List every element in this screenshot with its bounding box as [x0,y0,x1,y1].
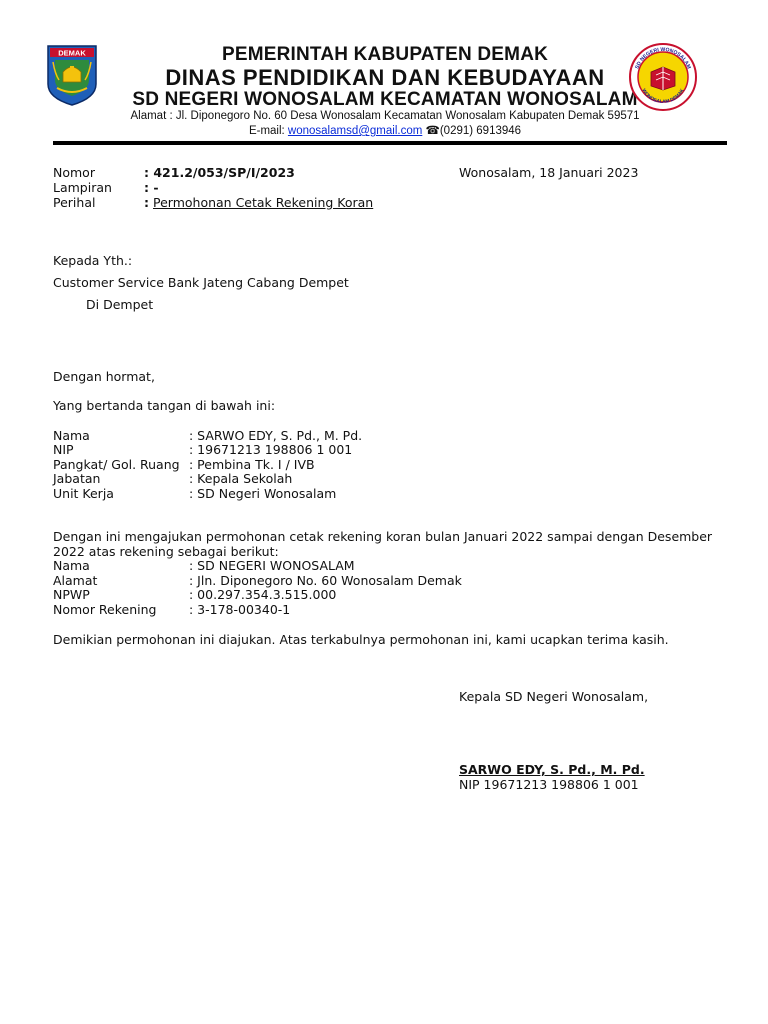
intro-text: Yang bertanda tangan di bawah ini: [53,398,276,413]
letterhead-address: Alamat : Jl. Diponegoro No. 60 Desa Wonosalam Kecamatan Wonosalam Kabupaten Demak 59571 [130,110,640,122]
lampiran-label: Lampiran [53,180,112,195]
seal-top-text: SD NEGERI WONOSALAM [634,46,692,70]
email-link[interactable]: wonosalamsd@gmail.com [287,125,423,137]
signer-label-unit: Unit Kerja [53,486,114,501]
account-value-name: : SD NEGERI WONOSALAM [189,558,355,573]
signature-title: Kepala SD Negeri Wonosalam, [459,689,649,704]
signer-label-name: Nama [53,428,90,443]
recipient-name: Customer Service Bank Jateng Cabang Dempet [53,275,349,290]
letterhead-school: SD NEGERI WONOSALAM KECAMATAN WONOSALAM [132,89,638,110]
signer-label-position: Jabatan [53,471,101,486]
perihal-colon: : [144,195,149,210]
letterhead [40,40,730,148]
signer-value-unit: : SD Negeri Wonosalam [189,486,337,501]
signature-name: SARWO EDY, S. Pd., M. Pd. [459,762,645,777]
closing-text: Demikian permohonan ini diajukan. Atas terkabulnya permohonan ini, kami ucapkan terima kasih. [53,632,669,647]
signature-nip: NIP 19671213 198806 1 001 [459,777,639,792]
signer-value-nip: : 19671213 198806 1 001 [189,442,353,457]
signer-value-rank: : Pembina Tk. I / IVB [189,457,315,472]
account-label-number: Nomor Rekening [53,602,157,617]
signer-value-name: : SARWO EDY, S. Pd., M. Pd. [189,428,363,443]
request-line-2: 2022 atas rekening sebagai berikut: [53,544,279,559]
seal-bottom-text: WONOSALAM DEMAK [640,88,686,106]
request-line-1: Dengan ini mengajukan permohonan cetak rekening koran bulan Januari 2022 sampai dengan Desember [53,529,713,544]
account-value-address: : Jln. Diponegoro No. 60 Wonosalam Demak [189,573,462,588]
signer-label-nip: NIP [53,442,74,457]
letterhead-department: DINAS PENDIDIKAN DAN KEBUDAYAAN [165,65,605,90]
recipient-salutation: Kepada Yth.: [53,253,133,268]
logo-left-text: DEMAK [58,48,86,58]
nomor-value: : 421.2/053/SP/I/2023 [144,165,295,180]
phone-icon: ☎ [425,125,440,137]
signer-value-position: : Kepala Sekolah [189,471,293,486]
letterhead-government: PEMERINTAH KABUPATEN DEMAK [221,44,549,65]
email-label: E-mail: [248,125,285,137]
place-date: Wonosalam, 18 Januari 2023 [459,165,639,180]
account-label-name: Nama [53,558,90,573]
account-label-npwp: NPWP [53,587,90,602]
perihal-label: Perihal [53,195,96,210]
school-seal-icon [628,42,698,112]
account-value-number: : 3-178-00340-1 [189,602,291,617]
letterhead-divider [53,141,727,145]
account-value-npwp: : 00.297.354.3.515.000 [189,587,337,602]
lampiran-value: : - [144,180,159,195]
phone-number: (0291) 6913946 [439,125,522,137]
greeting: Dengan hormat, [53,369,155,384]
letterhead-contact [40,123,730,137]
signer-label-rank: Pangkat/ Gol. Ruang [53,457,180,472]
nomor-label: Nomor [53,165,95,180]
perihal-value: Permohonan Cetak Rekening Koran [153,195,374,210]
account-label-address: Alamat [53,573,98,588]
recipient-location: Di Dempet [86,297,154,312]
